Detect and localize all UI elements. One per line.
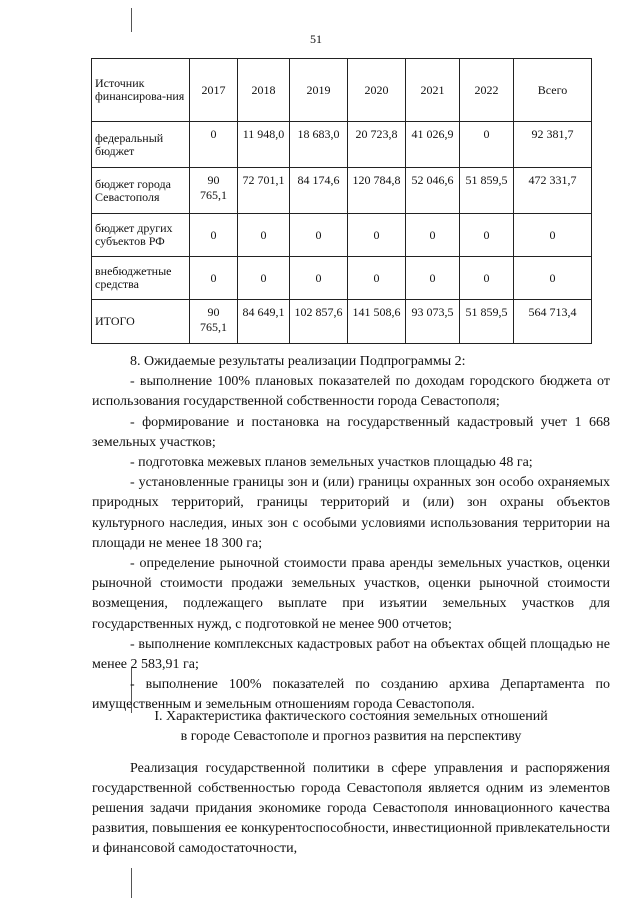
table-cell: 120 784,8 (348, 168, 406, 214)
body-paragraph: Реализация государственной политики в сфере управления и распоряжения государственной собственностью города Севастополя является одним из элементов решения задачи придания экономике города Севастополя инновационного качества развития, повышения ее конкурентоспособности, инвестиционной привлекательности и финансовой самодостаточности, (92, 761, 610, 856)
table-cell: 41 026,9 (406, 122, 460, 168)
table-cell: 0 (460, 122, 514, 168)
table-cell: 51 859,5 (460, 300, 514, 344)
header-cell-2021: 2021 (406, 59, 460, 122)
table-cell: 11 948,0 (238, 122, 290, 168)
table-cell: 93 073,5 (406, 300, 460, 344)
scan-line-top (131, 8, 132, 32)
result-item: - выполнение 100% плановых показателей по доходам городского бюджета от использования государственной собственности города Севастополя; (92, 374, 610, 410)
table-cell: 0 (514, 257, 592, 300)
body-text (92, 759, 610, 859)
row-label: федеральный бюджет (92, 122, 190, 168)
table-cell: 0 (406, 257, 460, 300)
section-title-line-1: I. Характеристика фактического состояния земельных отношений (154, 709, 548, 724)
table-cell: 0 (348, 257, 406, 300)
table-cell: 92 381,7 (514, 122, 592, 168)
section-heading: 8. Ожидаемые результаты реализации Подпрограммы 2: (130, 354, 466, 369)
header-cell-source: Источник финансирова-ния (92, 59, 190, 122)
table-cell: 102 857,6 (290, 300, 348, 344)
section-title (92, 707, 610, 747)
table-cell: 84 174,6 (290, 168, 348, 214)
header-cell-2019: 2019 (290, 59, 348, 122)
table-cell: 72 701,1 (238, 168, 290, 214)
table-cell: 0 (460, 257, 514, 300)
row-label: бюджет города Севастополя (92, 168, 190, 214)
table-cell: 564 713,4 (514, 300, 592, 344)
table-cell: 20 723,8 (348, 122, 406, 168)
scan-line-bottom (131, 868, 132, 898)
table-cell: 141 508,6 (348, 300, 406, 344)
row-label: бюджет других субъектов РФ (92, 214, 190, 257)
table-cell: 0 (290, 214, 348, 257)
result-item: - подготовка межевых планов земельных участков площадью 48 га; (130, 455, 533, 471)
header-cell-2020: 2020 (348, 59, 406, 122)
row-label: внебюджетные средства (92, 257, 190, 300)
header-cell-2017: 2017 (190, 59, 238, 122)
table-cell: 0 (290, 257, 348, 300)
table-row-total (92, 300, 592, 344)
table-row (92, 168, 592, 214)
table-row (92, 122, 592, 168)
table-cell: 18 683,0 (290, 122, 348, 168)
result-item: - установленные границы зон и (или) границы охранных зон особо охраняемых природных территорий, границы территорий и (или) зон охраны объектов культурного наследия, иных зон с особыми условиями использования территории на площади не менее 18 300 га; (92, 475, 610, 551)
table-cell: 51 859,5 (460, 168, 514, 214)
table-cell: 0 (190, 214, 238, 257)
page-number: 51 (310, 32, 322, 46)
table-header-row (92, 59, 592, 122)
table-cell: 90 765,1 (190, 168, 238, 214)
result-item: - выполнение комплексных кадастровых работ на объектах общей площадью не менее 2 583,91 га; (92, 636, 610, 673)
table-row (92, 257, 592, 300)
table-cell: 52 046,6 (406, 168, 460, 214)
table-cell: 0 (460, 214, 514, 257)
table-cell: 0 (190, 122, 238, 168)
section-title-line-2: в городе Севастополе и прогноз развития на перспективу (180, 729, 522, 744)
table-cell: 84 649,1 (238, 300, 290, 344)
table-cell: 0 (238, 214, 290, 257)
table-cell: 0 (238, 257, 290, 300)
result-item: - выполнение 100% показателей по созданию архива Департамента по имущественным и земельным отношениям города Севастополя. (92, 677, 610, 713)
header-cell-2022: 2022 (460, 59, 514, 122)
expected-results-section (92, 352, 610, 716)
financing-table (91, 58, 592, 344)
header-cell-2018: 2018 (238, 59, 290, 122)
table-cell: 0 (514, 214, 592, 257)
table-row (92, 214, 592, 257)
table-cell: 0 (190, 257, 238, 300)
table-cell: 90 765,1 (190, 300, 238, 344)
header-cell-total: Всего (514, 59, 592, 122)
table-cell: 472 331,7 (514, 168, 592, 214)
table-cell: 0 (348, 214, 406, 257)
result-item: - формирование и постановка на государственный кадастровый учет 1 668 земельных участков; (92, 414, 610, 450)
result-item: - определение рыночной стоимости права аренды земельных участков, оценки рыночной стоимости продажи земельных участков, оценки рыночной стоимости возмещения, подлежащего выплате при изъятии земельных участков для государственных нужд, с подготовкой не менее 900 отчетов; (92, 556, 610, 632)
table-cell: 0 (406, 214, 460, 257)
row-label-total: ИТОГО (92, 300, 190, 344)
